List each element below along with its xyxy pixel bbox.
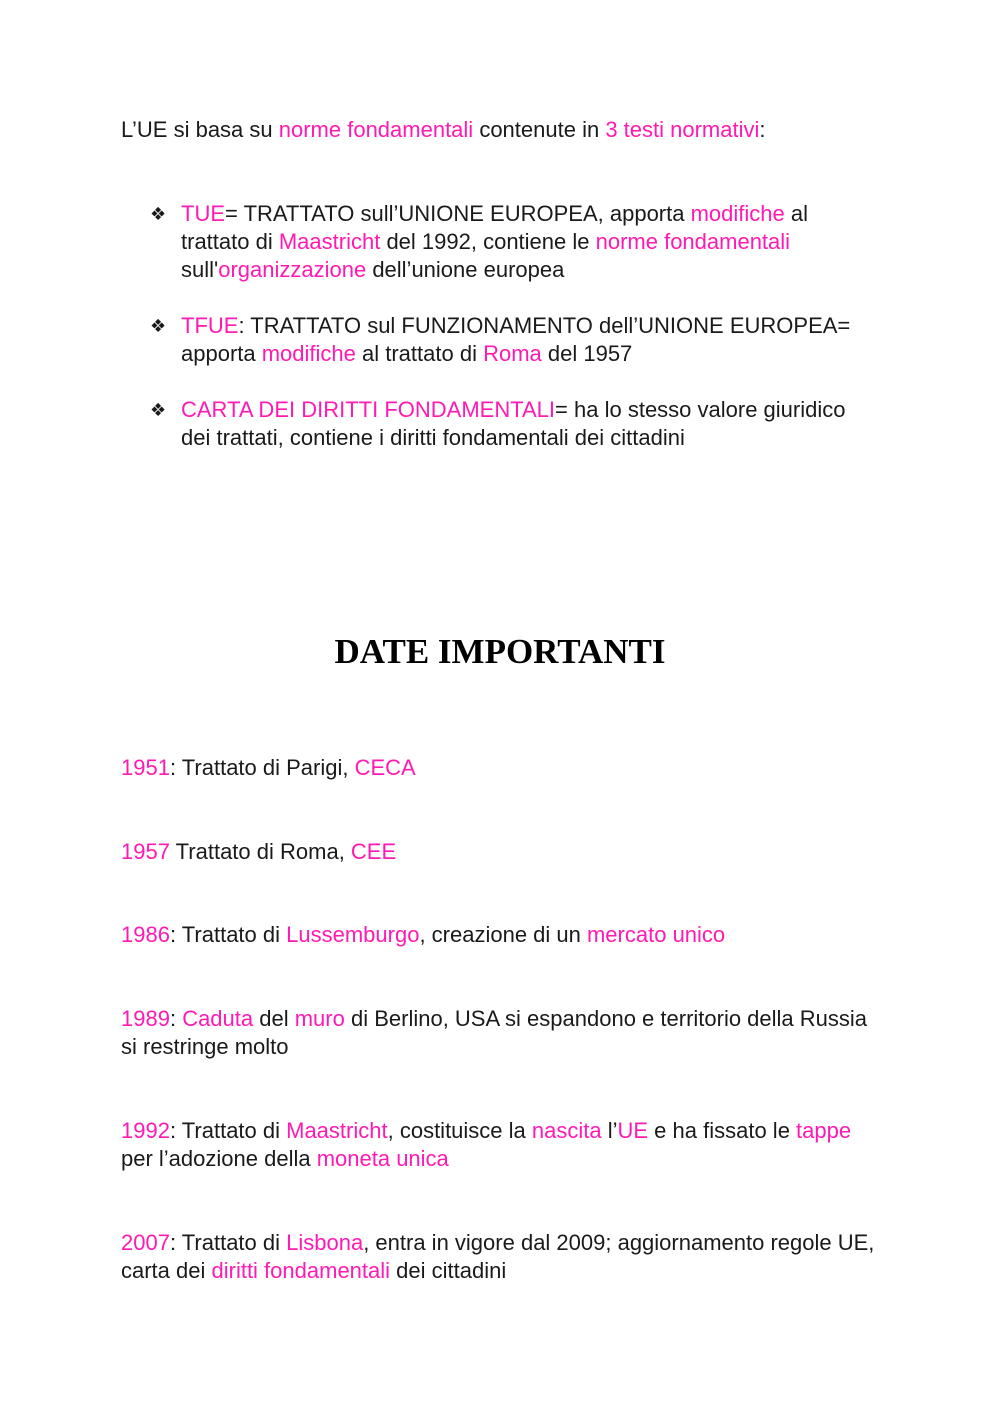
- date-entry-1957: 1957 Trattato di Roma, CEE: [121, 839, 397, 864]
- list-item-carta: ❖ CARTA DEI DIRITTI FONDAMENTALI= ha lo stesso valore giuridico dei trattati, contiene i diritti fondamentali dei cittadini: [150, 397, 846, 450]
- treaty-list: [150, 200, 870, 480]
- date-entry-1992: 1992: Trattato di Maastricht, costituisce la nascita l’UE e ha fissato le tappe per l’adozione della moneta unica: [121, 1118, 852, 1171]
- date-year: 1992: [121, 1118, 170, 1143]
- date-entry-1951: 1951: Trattato di Parigi, CECA: [121, 755, 416, 780]
- date-entry-2007: 2007: Trattato di Lisbona, entra in vigore dal 2009; aggiornamento regole UE, carta dei diritti fondamentali dei cittadini: [121, 1230, 875, 1283]
- date-year: 2007: [121, 1230, 170, 1255]
- highlight: 3 testi normativi: [605, 117, 760, 142]
- list-item-tue: ❖ TUE= TRATTATO sull’UNIONE EUROPEA, apporta modifiche al trattato di Maastricht del 1992, contiene le norme fondamentali sull'organizzazione dell’unione europea: [150, 201, 808, 282]
- date-year: 1989: [121, 1006, 170, 1031]
- date-entry-1989: 1989: Caduta del muro di Berlino, USA si espandono e territorio della Russia si restringe molto: [121, 1006, 868, 1059]
- diamond-bullet-icon: ❖: [150, 204, 167, 224]
- section-title: DATE IMPORTANTI: [334, 632, 666, 671]
- date-year: 1951: [121, 755, 170, 780]
- diamond-bullet-icon: ❖: [150, 316, 167, 336]
- diamond-bullet-icon: ❖: [150, 400, 167, 420]
- date-year: 1986: [121, 922, 170, 947]
- date-year: 1957: [121, 839, 170, 864]
- intro-paragraph: L’UE si basa su norme fondamentali contenute in 3 testi normativi:: [121, 117, 766, 142]
- list-item-tfue: ❖ TFUE: TRATTATO sul FUNZIONAMENTO dell’UNIONE EUROPEA= apporta modifiche al trattato di Roma del 1957: [150, 313, 851, 366]
- date-entry-1986: 1986: Trattato di Lussemburgo, creazione di un mercato unico: [121, 922, 726, 947]
- highlight: norme fondamentali: [278, 117, 474, 142]
